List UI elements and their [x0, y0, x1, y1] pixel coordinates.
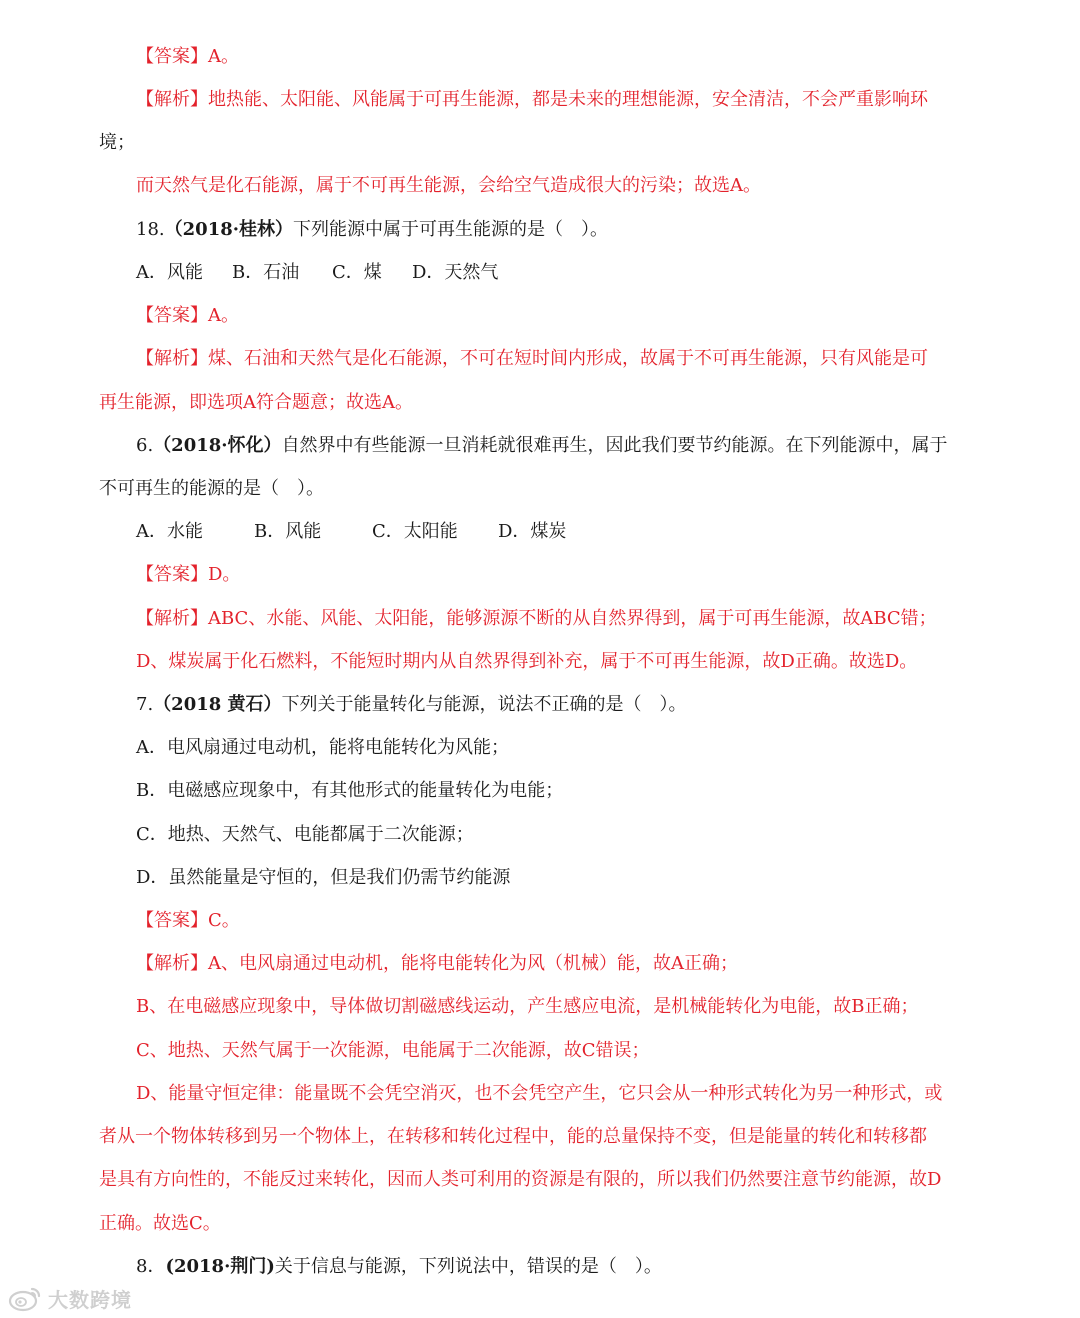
analysis-line: B、在电磁感应现象中，导体做切割磁感线运动，产生感应电流，是机械能转化为电能，故B正确； — [136, 996, 919, 1017]
analysis-line: D、煤炭属于化石燃料，不能短时期内从自然界得到补充，属于不可再生能源，故D正确。故选D。 — [136, 651, 918, 672]
analysis-line: D、能量守恒定律：能量既不会凭空消灭，也不会凭空产生，它只会从一种形式转化为另一种形式，或 — [136, 1083, 943, 1104]
question-text: 下列关于能量转化与能源，说法不正确的是（ ）。 — [281, 694, 687, 715]
analysis-line: 【解析】A、电风扇通过电动机，能将电能转化为风（机械）能，故A正确； — [136, 953, 738, 974]
option-a: A．电风扇通过电动机，能将电能转化为风能； — [136, 737, 509, 758]
question-8 — [136, 1254, 662, 1280]
watermark-text: 大数跨境 — [48, 1287, 132, 1312]
analysis-line: 而天然气是化石能源，属于不可再生能源，会给空气造成很大的污染；故选A。 — [136, 175, 761, 196]
analysis-line: 正确。故选C。 — [99, 1213, 221, 1234]
question-text: 自然界中有些能源一旦消耗就很难再生，因此我们要节约能源。在下列能源中，属于 — [281, 435, 948, 456]
answer-line: 【答案】A。 — [136, 46, 239, 67]
analysis-line: C、地热、天然气属于一次能源，电能属于二次能源，故C错误； — [136, 1040, 650, 1061]
analysis-line: 【解析】煤、石油和天然气是化石能源，不可在短时间内形成，故属于不可再生能源，只有风能是可 — [136, 348, 928, 369]
option-c: C．地热、天然气、电能都属于二次能源； — [136, 824, 474, 845]
watermark — [8, 1283, 132, 1313]
option-b: B．风能 — [254, 521, 322, 542]
answer-line: 【答案】A。 — [136, 305, 239, 326]
option-d: D．煤炭 — [498, 521, 567, 542]
question-number: 18. — [136, 219, 165, 240]
option-b: B．石油 — [232, 262, 300, 283]
question-7 — [136, 692, 687, 718]
option-d: D．虽然能量是守恒的，但是我们仍需节约能源 — [136, 867, 511, 888]
question-number: 8． — [136, 1256, 166, 1277]
question-number: 6. — [136, 435, 154, 456]
analysis-line: 再生能源，即选项A符合题意；故选A。 — [99, 392, 413, 413]
question-number: 7. — [136, 694, 154, 715]
analysis-line: 【解析】地热能、太阳能、风能属于可再生能源，都是未来的理想能源，安全清洁，不会严重影响环 — [136, 89, 928, 110]
question-18 — [136, 217, 608, 243]
option-a: A．风能 — [136, 262, 203, 283]
weibo-logo-icon — [8, 1284, 42, 1312]
options-row — [136, 260, 498, 286]
option-d: D．天然气 — [412, 262, 499, 283]
option-a: A．水能 — [136, 521, 203, 542]
analysis-line: 【解析】ABC、水能、风能、太阳能，能够源源不断的从自然界得到，属于可再生能源，故ABC错； — [136, 608, 937, 629]
options-row — [136, 519, 566, 545]
answer-line: 【答案】D。 — [136, 564, 241, 585]
analysis-line: 者从一个物体转移到另一个物体上，在转移和转化过程中，能的总量保持不变，但是能量的转化和转移都 — [99, 1126, 927, 1147]
analysis-continuation: 境； — [99, 132, 135, 153]
question-source: （2018·怀化） — [153, 435, 282, 456]
option-c: C．太阳能 — [372, 521, 458, 542]
question-source: （2018 黄石） — [153, 694, 282, 715]
analysis-line: 是具有方向性的，不能反过来转化，因而人类可利用的资源是有限的，所以我们仍然要注意节约能源，故D — [99, 1169, 942, 1190]
question-6 — [136, 433, 948, 459]
question-text: 关于信息与能源，下列说法中，错误的是（ ）。 — [274, 1256, 662, 1277]
option-b: B．电磁感应现象中，有其他形式的能量转化为电能； — [136, 780, 564, 801]
question-continuation: 不可再生的能源的是（ ）。 — [99, 478, 324, 499]
question-source: （2018·桂林） — [164, 219, 294, 240]
answer-line: 【答案】C。 — [136, 910, 240, 931]
option-c: C．煤 — [332, 262, 382, 283]
question-text: 下列能源中属于可再生能源的是（ ）。 — [293, 219, 609, 240]
question-source: (2018·荆门) — [165, 1256, 275, 1277]
